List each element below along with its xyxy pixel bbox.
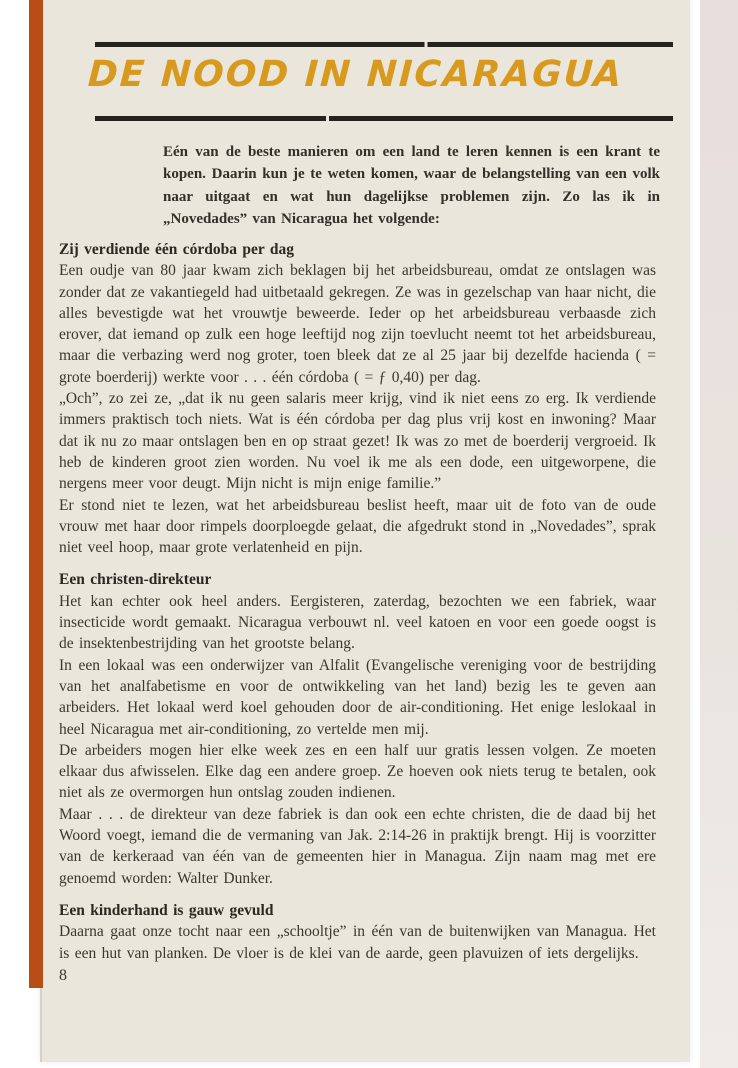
paragraph: In een lokaal was een onderwijzer van Alfalit (Evangelische vereniging voor de bestrijding van het analfabetisme en voor de ontwikkeling van het land) bezig les te geven aan arbeiders. Het lokaal werd koel gehouden door de air-conditioning. Het enige leslokaal in heel Nicaragua met air-conditioning, zo vertelde men mij. [59, 656, 656, 738]
section-heading-christen-direkteur: Een christen-direkteur [59, 571, 212, 589]
paragraph: De arbeiders mogen hier elke week zes en een half uur gratis lessen volgen. Ze moeten elkaar dus afwisselen. Elke dag een andere groep. Ze hoeven ook niets terug te betalen, ook niet als ze overmorgen hun ontslag zouden indienen. [59, 741, 656, 802]
red-edge-stripe [29, 0, 43, 988]
paragraph: Het kan echter ook heel anders. Eergisteren, zaterdag, bezochten we een fabriek, waar insecticide wordt gemaakt. Nicaragua verbouwt nl. veel katoen en voor een goede oogst is de insektenbestrijding van het grootste belang. [59, 592, 656, 653]
section-heading-kinderhand: Een kinderhand is gauw gevuld [59, 901, 274, 919]
paragraph: „Och”, zo zei ze, „dat ik nu geen salaris meer krijg, vind ik niet eens zo erg. Ik verdiende immers praktisch toch niets. Wat is één córdoba per dag plus vrij kost en inwoning? Maar dat ik nu zo maar ontslagen ben en op straat gezet! Ik was zo met de boerderij vergroeid. Ik heb de kinderen groot zien worden. Nu voel ik me als een dode, een uitgeworpene, die nergens meer voor deugt. Mijn nicht is mijn enige familie.” [59, 390, 656, 493]
paragraph: Daarna gaat onze tocht naar een „schooltje” in één van de buitenwijken van Managua. Het is een hut van planken. De vloer is de klei van de aarde, geen plavuizen of iets dergelijks. [59, 923, 656, 962]
article-body [59, 239, 656, 986]
paragraph: Maar . . . de direkteur van deze fabriek is dan ook een echte christen, die de daad bij het Woord voegt, iemand die de vermaning van Jak. 2:14-26 in praktijk brengt. Hij is voorzitter van de kerkeraad van één van de gemeenten hier in Managua. Zijn naam mag met ere genoemd worden: Walter Dunker. [59, 805, 656, 887]
paragraph: Er stond niet te lezen, wat het arbeidsbureau beslist heeft, maar uit de foto van de oude vrouw met haar door rimpels doorploegde gelaat, die afgedrukt stond in „Novedades”, sprak niet veel hoop, maar grote verlatenheid en pijn. [59, 496, 656, 557]
scan-edge-band [700, 0, 738, 1068]
section-heading-cordoba: Zij verdiende één córdoba per dag [59, 241, 294, 258]
paragraph: Een oudje van 80 jaar kwam zich beklagen bij het arbeidsbureau, omdat ze ontslagen was zonder dat ze vakantiegeld had uitbetaald gekregen. Ze was in gezelschap van haar nicht, die alles bevestigde wat het vrouwtje beweerde. Ieder op het arbeidsbureau verbaasde zich erover, dat iemand op zulk een hoge leeftijd nog zijn toevlucht neemt tot het arbeidsbureau, maar die verbazing werd nog groter, toen bleek dat ze al 25 jaar bij dezelfde hacienda ( = grote boerderij) werkte voor . . . één córdoba ( = ƒ 0,40) per dag. [59, 262, 656, 386]
page-number: 8 [59, 966, 67, 984]
page-title: DE NOOD IN NICARAGUA [86, 54, 625, 95]
title-bottom-rule [95, 116, 673, 121]
title-top-rule [95, 42, 673, 47]
magazine-page [40, 0, 690, 1062]
article-intro: Eén van de beste manieren om een land te leren kennen is een krant te kopen. Daarin kun je te weten komen, waar de belangstelling van een volk naar uitgaat en wat hun dagelijkse problemen zijn. Zo las ik in „Novedades” van Nicaragua het volgende: [163, 144, 660, 228]
